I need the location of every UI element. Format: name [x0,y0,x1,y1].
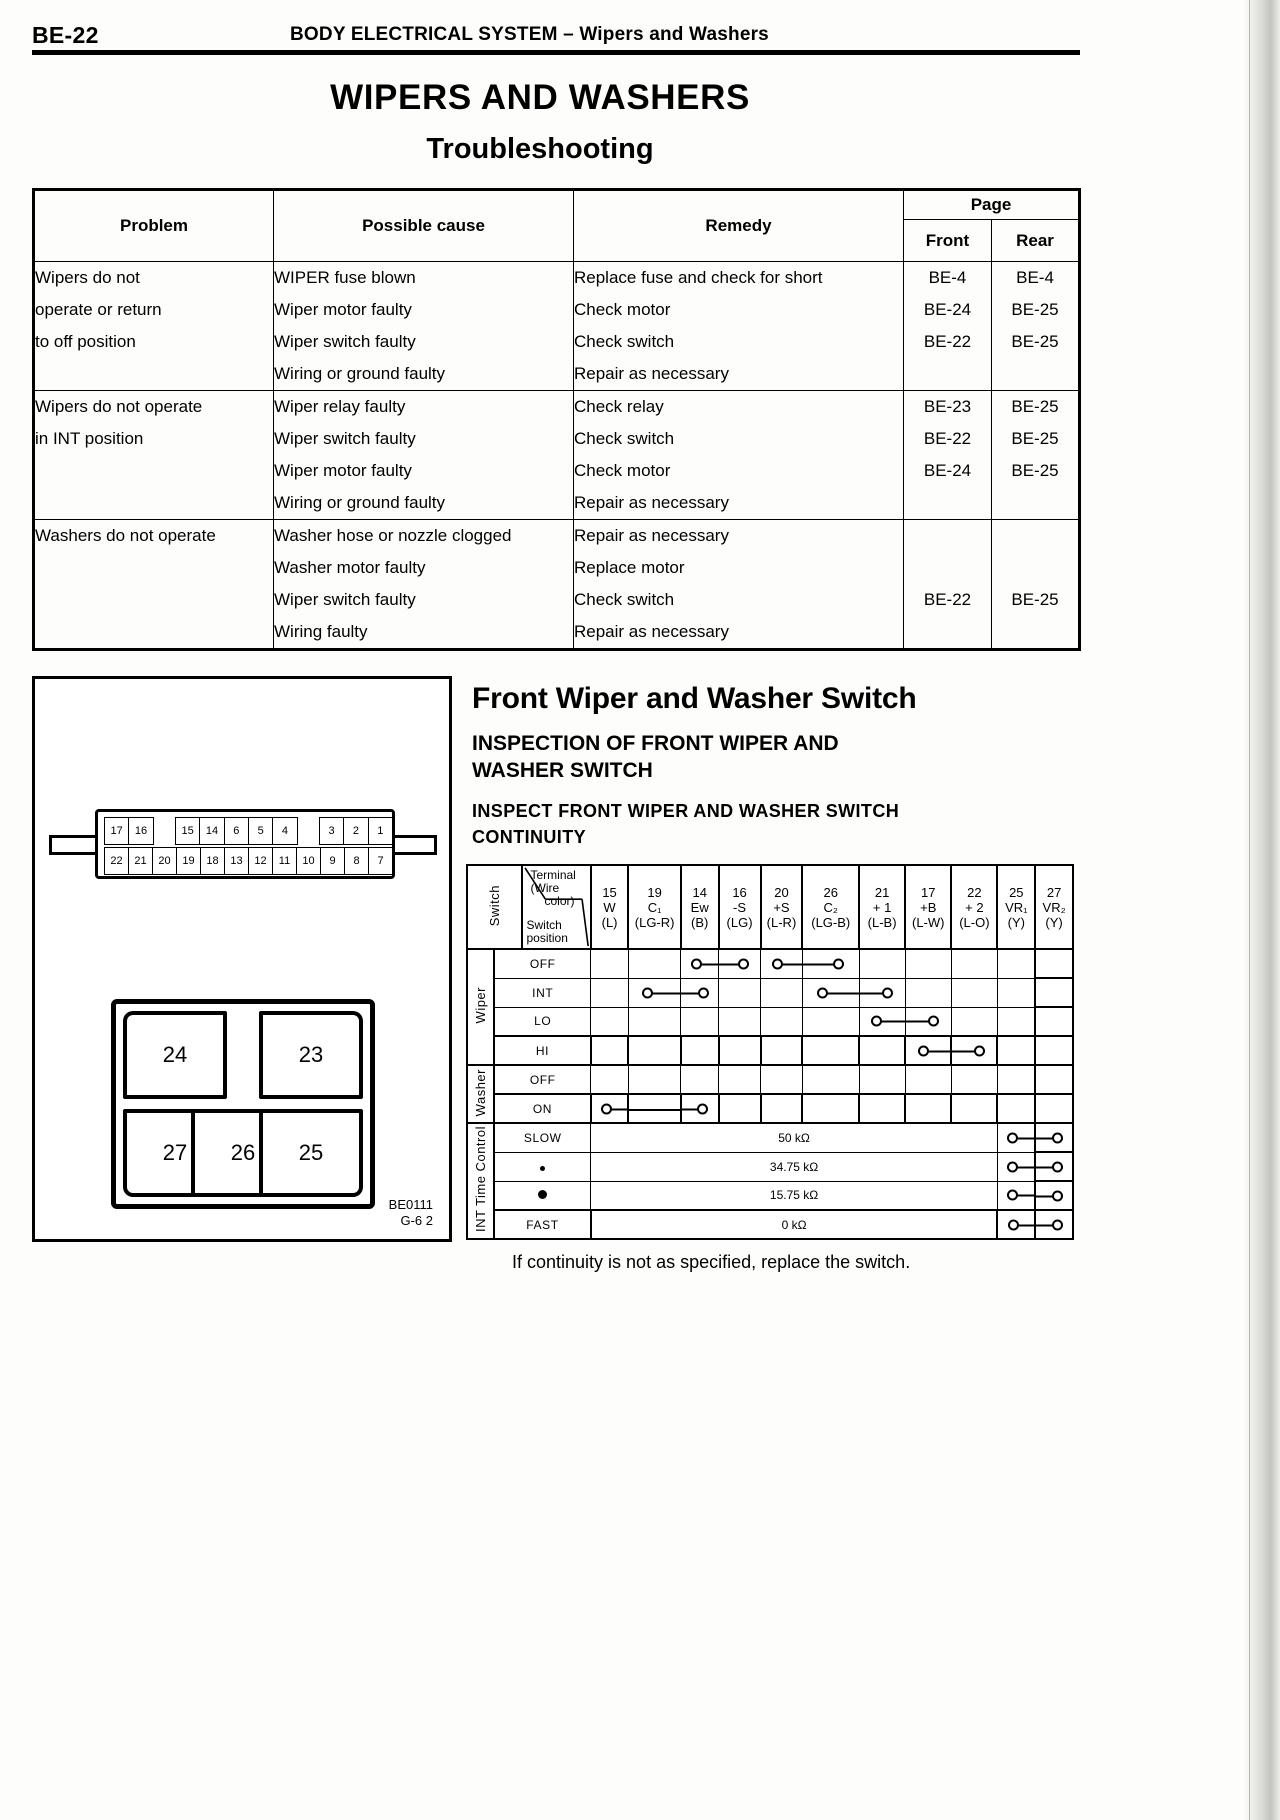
continuity-cell [802,949,859,978]
continuity-link-icon [1007,1190,1035,1201]
continuity-cell [719,1007,761,1036]
terminal-header-0: 15 W (L) [591,865,629,949]
terminal-header-5: 26 C₂ (LG-B) [802,865,859,949]
continuity-cell [628,1094,680,1123]
corner-terminal-label: Terminal (Wire color) [530,868,576,908]
subsection-title: Front Wiper and Washer Switch [472,682,917,715]
continuity-cell [905,978,951,1007]
continuity-link-icon [871,1016,905,1027]
continuity-cell [905,949,951,978]
connector-pin: 3 [319,817,344,845]
continuity-cell [997,1007,1035,1036]
cell-page-front: BE-22 [904,520,992,650]
col-header-problem: Problem [34,190,274,262]
connector-pin-gap [297,817,320,845]
connector-pin: 2 [343,817,368,845]
cell-remedy: Replace fuse and check for short Check motor Check switch Repair as necessary [574,262,904,391]
continuity-link-icon [601,1103,628,1114]
continuity-link-icon [1035,1190,1063,1201]
continuity-cell [761,1007,803,1036]
table-row [34,262,1080,391]
connector-pin-row-top [104,817,392,845]
troubleshooting-table [32,188,1081,651]
continuity-cell [802,978,859,1007]
continuity-row-int-fast [467,1210,1073,1239]
plate-terminal-26: 26 [191,1109,295,1197]
cell-cause: Wiper relay faulty Wiper switch faulty Wiper motor faulty Wiring or ground faulty [274,391,574,520]
continuity-cell [761,978,803,1007]
connector-pin-gap [153,817,176,845]
continuity-cell [859,978,905,1007]
corner-legend [522,865,591,949]
cell-problem: Washers do not operate [34,520,274,650]
continuity-cell [1035,1036,1073,1065]
continuity-link-icon [918,1045,952,1056]
continuity-cell [1035,1007,1073,1036]
continuity-cell [859,949,905,978]
continuity-link-icon [951,1045,985,1056]
continuity-cell [719,949,761,978]
continuity-cell [859,1065,905,1094]
terminal-header-7: 17 +B (L-W) [905,865,951,949]
continuity-row-washer-off [467,1065,1073,1094]
continuity-cell [997,1152,1035,1181]
switch-position [494,1152,590,1181]
continuity-cell [681,1007,719,1036]
continuity-cell [802,1036,859,1065]
plate-terminal-24: 24 [123,1011,227,1099]
continuity-link-icon [802,958,844,969]
connector-pin: 18 [200,847,225,875]
continuity-cell [997,1210,1035,1239]
continuity-cell [951,1007,997,1036]
switch-position: ON [494,1094,590,1123]
page-subtitle: Troubleshooting [426,133,654,165]
continuity-link-icon [642,987,681,998]
page-edge-line [1249,0,1250,1820]
continuity-cell [761,1065,803,1094]
connector-pin: 12 [248,847,273,875]
large-dot-icon [538,1190,547,1199]
continuity-cell [681,949,719,978]
continuity-cell [951,1065,997,1094]
connector-shell [95,809,395,879]
continuity-cell [628,949,680,978]
col-header-page: Page [904,190,1080,220]
continuity-cell [951,949,997,978]
resistance-value: 0 kΩ [591,1210,998,1239]
switch-position: LO [494,1007,590,1036]
continuity-cell [802,1065,859,1094]
corner-switch-label: Switch position [526,918,568,945]
section-label-washer: Washer [467,1065,494,1123]
col-header-rear: Rear [992,220,1080,262]
cell-page-front: BE-4 BE-24 BE-22 [904,262,992,391]
connector-pin: 19 [176,847,201,875]
terminal-header-6: 21 + 1 (L-B) [859,865,905,949]
plate-terminal-27: 27 [123,1109,227,1197]
connector-pin: 11 [272,847,297,875]
small-dot-icon [540,1166,545,1171]
continuity-cell [951,1036,997,1065]
connector-right-tab [389,835,437,855]
table-row [34,520,1080,650]
switch-position: FAST [494,1210,590,1239]
connector-pin: 10 [296,847,321,875]
continuity-cell [1035,949,1073,978]
connector-pin: 17 [104,817,129,845]
continuity-cell [761,1094,803,1123]
cell-remedy: Repair as necessary Replace motor Check switch Repair as necessary [574,520,904,650]
continuity-link-icon [772,958,803,969]
switch-position: OFF [494,949,590,978]
continuity-cell [591,1007,629,1036]
continuity-row-washer-on [467,1094,1073,1123]
continuity-cell [905,1036,951,1065]
continuity-cell [997,1036,1035,1065]
continuity-cell [719,1094,761,1123]
continuity-row-wiper-int [467,978,1073,1007]
continuity-cell [628,978,680,1007]
connector-diagram [47,809,439,879]
connector-pin: 13 [224,847,249,875]
switch-illustration [32,676,452,1242]
plate-terminal-25: 25 [259,1109,363,1197]
cell-page-rear: BE-25 BE-25 BE-25 [992,391,1080,520]
switch-position: HI [494,1036,590,1065]
cell-page-front: BE-23 BE-22 BE-24 [904,391,992,520]
terminal-header-8: 22 + 2 (L-O) [951,865,997,949]
continuity-link-icon [1007,1132,1035,1143]
continuity-cell [1035,1210,1073,1239]
figure-id: BE0111 G-6 2 [388,1197,433,1228]
continuity-cell [905,1007,951,1036]
inspection-heading: INSPECTION OF FRONT WIPER AND WASHER SWITCH [472,732,839,782]
continuity-row-wiper-off [467,949,1073,978]
continuity-cell [681,1036,719,1065]
connector-pin: 22 [104,847,129,875]
cell-page-rear: BE-4 BE-25 BE-25 [992,262,1080,391]
page-title: WIPERS AND WASHERS [330,78,750,117]
connector-pin: 7 [368,847,393,875]
continuity-table [466,864,1074,1240]
continuity-cell [997,1123,1035,1152]
continuity-cell [1035,978,1073,1007]
continuity-cell [681,978,719,1007]
continuity-cell [591,978,629,1007]
continuity-link-icon [905,1016,939,1027]
continuity-cell [681,1065,719,1094]
continuity-cell [761,1036,803,1065]
continuity-cell [997,1181,1035,1210]
connector-pin: 4 [272,817,297,845]
continuity-cell [951,1094,997,1123]
connector-pin: 8 [344,847,369,875]
continuity-cell [591,1065,629,1094]
continuity-cell [997,1065,1035,1094]
col-header-cause: Possible cause [274,190,574,262]
terminal-header-3: 16 -S (LG) [719,865,761,949]
continuity-cell [859,1094,905,1123]
continuity-cell [802,1007,859,1036]
connector-pin: 5 [248,817,273,845]
continuity-cell [628,1007,680,1036]
continuity-header-row [467,865,1073,949]
continuity-cell [719,978,761,1007]
continuity-link-icon [680,987,708,998]
continuity-link-icon [1035,1161,1063,1172]
continuity-link-icon [1007,1161,1035,1172]
continuity-row-int-mid1 [467,1152,1073,1181]
cell-page-rear: BE-25 [992,520,1080,650]
page-edge-shading [1242,0,1280,1820]
connector-pin: 6 [224,817,249,845]
continuity-cell [905,1094,951,1123]
continuity-cell [997,1094,1035,1123]
continuity-cell [1035,1152,1073,1181]
col-header-remedy: Remedy [574,190,904,262]
continuity-cell [859,1036,905,1065]
terminal-header-4: 20 +S (L-R) [761,865,803,949]
continuity-link-icon [718,958,749,969]
switch-position: SLOW [494,1123,590,1152]
switch-position: INT [494,978,590,1007]
connector-left-tab [49,835,97,855]
connector-pin: 9 [320,847,345,875]
terminal-header-9: 25 VR₁ (Y) [997,865,1035,949]
connector-pin: 16 [128,817,153,845]
terminal-header-10: 27 VR₂ (Y) [1035,865,1073,949]
continuity-cell [1035,1181,1073,1210]
troubleshooting-table-head [34,190,1080,262]
continuity-cell [859,1007,905,1036]
footnote: If continuity is not as specified, replace the switch. [512,1252,911,1272]
continuity-row-int-slow [467,1123,1073,1152]
continuity-row-wiper-lo [467,1007,1073,1036]
continuity-cell [1035,1065,1073,1094]
continuity-cell [591,1036,629,1065]
continuity-cell [628,1065,680,1094]
connector-pin: 15 [175,817,200,845]
troubleshooting-table-body [34,262,1080,650]
resistance-value: 34.75 kΩ [591,1152,998,1181]
continuity-link-icon [691,958,719,969]
axis-label-switch: Switch [467,865,522,949]
cell-cause: Washer hose or nozzle clogged Washer motor faulty Wiper switch faulty Wiring faulty [274,520,574,650]
resistance-value: 50 kΩ [591,1123,998,1152]
continuity-cell [951,978,997,1007]
connector-pin: 1 [368,817,393,845]
cell-remedy: Check relay Check switch Check motor Repair as necessary [574,391,904,520]
continuity-cell [591,1094,629,1123]
terminal-header-1: 19 C₁ (LG-R) [628,865,680,949]
continuity-link-icon [1035,1219,1063,1230]
continuity-cell [719,1036,761,1065]
continuity-link-icon [817,987,859,998]
continuity-cell [628,1036,680,1065]
continuity-link-icon [681,1103,708,1114]
switch-position: OFF [494,1065,590,1094]
table-row [34,391,1080,520]
header-rule [32,50,1080,55]
cell-problem: Wipers do not operate or return to off position [34,262,274,391]
col-header-front: Front [904,220,992,262]
connector-pin: 14 [199,817,224,845]
plate-terminal-23: 23 [259,1011,363,1099]
inspection-step-heading: INSPECT FRONT WIPER AND WASHER SWITCH CONTINUITY [472,801,900,847]
page-folio: BE-22 [32,22,99,48]
cell-problem: Wipers do not operate in INT position [34,391,274,520]
continuity-cell [1035,1123,1073,1152]
connector-pin: 21 [128,847,153,875]
continuity-cell [761,949,803,978]
section-label-wiper: Wiper [467,949,494,1065]
section-label-int-time-control: INT Time Control [467,1123,494,1239]
continuity-row-wiper-hi [467,1036,1073,1065]
continuity-cell [1035,1094,1073,1123]
continuity-link-icon [1035,1132,1063,1143]
continuity-cell [681,1094,719,1123]
continuity-cell [905,1065,951,1094]
resistance-value: 15.75 kΩ [591,1181,998,1210]
connector-pin-row-bottom [104,847,392,875]
continuity-cell [591,949,629,978]
continuity-row-int-mid2 [467,1181,1073,1210]
switch-terminal-plate [111,999,375,1209]
connector-pin: 20 [152,847,177,875]
continuity-cell [719,1065,761,1094]
continuity-link-icon [1008,1219,1035,1230]
continuity-cell [802,1094,859,1123]
continuity-link-icon [859,987,893,998]
continuity-cell [997,949,1035,978]
cell-cause: WIPER fuse blown Wiper motor faulty Wiper switch faulty Wiring or ground faulty [274,262,574,391]
terminal-header-2: 14 Ew (B) [681,865,719,949]
section-title: BODY ELECTRICAL SYSTEM – Wipers and Washers [290,24,769,45]
continuity-cell [997,978,1035,1007]
switch-position [494,1181,590,1210]
